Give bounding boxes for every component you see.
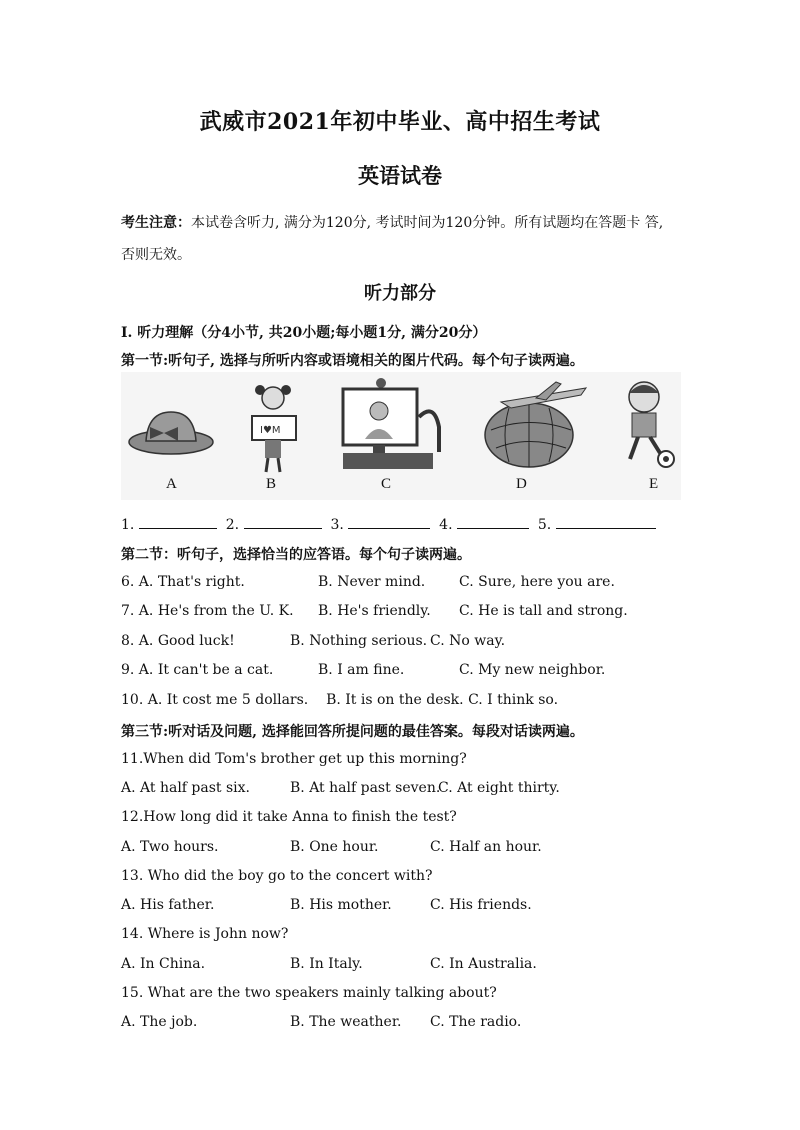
option-c: C. He is tall and strong. [459, 603, 628, 619]
question-text: 14. Where is John now? [121, 926, 289, 942]
option-c: C. At eight thirty. [438, 780, 560, 796]
question-row [121, 1014, 721, 1030]
option-b: B. His mother. [290, 897, 392, 913]
option-b: B. Never mind. [318, 574, 426, 590]
section1-title: 第一节:听句子, 选择与所听内容或语境相关的图片代码。每个句子读两遍。 [121, 353, 584, 369]
section3-title: 第三节:听对话及问题, 选择能回答所提问题的最佳答案。每段对话读两遍。 [121, 724, 584, 740]
option-a: A. At half past six. [121, 780, 251, 796]
blank-number: 2. [225, 517, 240, 533]
answer-blank[interactable] [348, 514, 430, 529]
option-a: 9. A. It can't be a cat. [121, 662, 274, 678]
option-a: A. The job. [121, 1014, 198, 1030]
option-b: B. I am fine. [318, 662, 405, 678]
girl-with-sign-icon [246, 382, 301, 474]
answer-blank[interactable] [139, 514, 217, 529]
exam-notice [121, 207, 681, 271]
option-c: C. Sure, here you are. [459, 574, 615, 590]
question-row [121, 692, 558, 708]
question-row [121, 956, 721, 972]
question-row [121, 897, 721, 913]
option-c: C. My new neighbor. [459, 662, 606, 678]
option-c: C. No way. [430, 633, 506, 649]
answer-blank[interactable] [556, 514, 656, 529]
option-b: B. At half past seven. [290, 780, 441, 796]
blank-number: 3. [330, 517, 344, 533]
option-b: B. He's friendly. [318, 603, 431, 619]
question-row [121, 780, 721, 796]
option-c: C. In Australia. [430, 956, 537, 972]
option-c: C. The radio. [430, 1014, 522, 1030]
picture-label-a: A [166, 476, 177, 492]
question-row [121, 603, 721, 619]
option-b: B. The weather. [290, 1014, 402, 1030]
blank-number: 4. [439, 517, 453, 533]
answer-blanks [121, 514, 656, 533]
svg-text:I♥M: I♥M [260, 425, 281, 436]
option-b: B. Nothing serious. [290, 633, 428, 649]
option-b: B. One hour. [290, 839, 379, 855]
option-a: 6. A. That's right. [121, 574, 245, 590]
page-title: 武威市2021年初中毕业、高中招生考试 [199, 109, 601, 135]
option-c: C. Half an hour. [430, 839, 542, 855]
section-title: 听力部分 [364, 283, 436, 304]
option-a: A. Two hours. [121, 839, 219, 855]
option-a: 10. A. It cost me 5 dollars. [121, 692, 309, 708]
question-text: 12.How long did it take Anna to finish the test? [121, 809, 457, 825]
option-a: 7. A. He's from the U. K. [121, 603, 294, 619]
picture-label-e: E [649, 476, 659, 492]
option-a: 8. A. Good luck! [121, 633, 235, 649]
question-row [121, 662, 721, 678]
blank-number: 5. [537, 517, 552, 533]
hat-icon [126, 407, 216, 457]
section2-title: 第二节：听句子，选择恰当的应答语。每个句子读两遍。 [121, 547, 471, 563]
option-b: B. In Italy. [290, 956, 363, 972]
question-row [121, 633, 721, 649]
picture-label-d: D [516, 476, 527, 492]
option-b: B. It is on the desk. [326, 692, 464, 708]
video-call-icon [339, 377, 444, 472]
question-text: 15. What are the two speakers mainly talking about? [121, 985, 497, 1001]
option-a: A. His father. [121, 897, 215, 913]
picture-label-c: C [381, 476, 392, 492]
option-c: C. I think so. [468, 692, 559, 708]
option-a: A. In China. [121, 956, 206, 972]
page-subtitle: 英语试卷 [358, 163, 442, 188]
question-text: 11.When did Tom's brother get up this morning? [121, 751, 467, 767]
answer-blank[interactable] [244, 514, 322, 529]
question-text: 13. Who did the boy go to the concert with? [121, 868, 433, 884]
part-title: I. 听力理解（分4小节, 共20小题;每小题1分, 满分20分） [121, 325, 487, 341]
notice-text: 本试卷含听力, 满分为120分, 考试时间为120分钟。所有试题均在答题卡 答, 否则无效。 [121, 215, 664, 263]
answer-blank[interactable] [457, 514, 529, 529]
option-c: C. His friends. [430, 897, 532, 913]
airplane-globe-icon [481, 380, 591, 470]
boy-football-icon [616, 377, 676, 472]
question-row [121, 574, 721, 590]
notice-label: 考生注意： [121, 215, 191, 231]
picture-label-b: B [266, 476, 277, 492]
question-row [121, 839, 721, 855]
picture-strip [121, 372, 681, 500]
blank-number: 1. [121, 517, 135, 533]
